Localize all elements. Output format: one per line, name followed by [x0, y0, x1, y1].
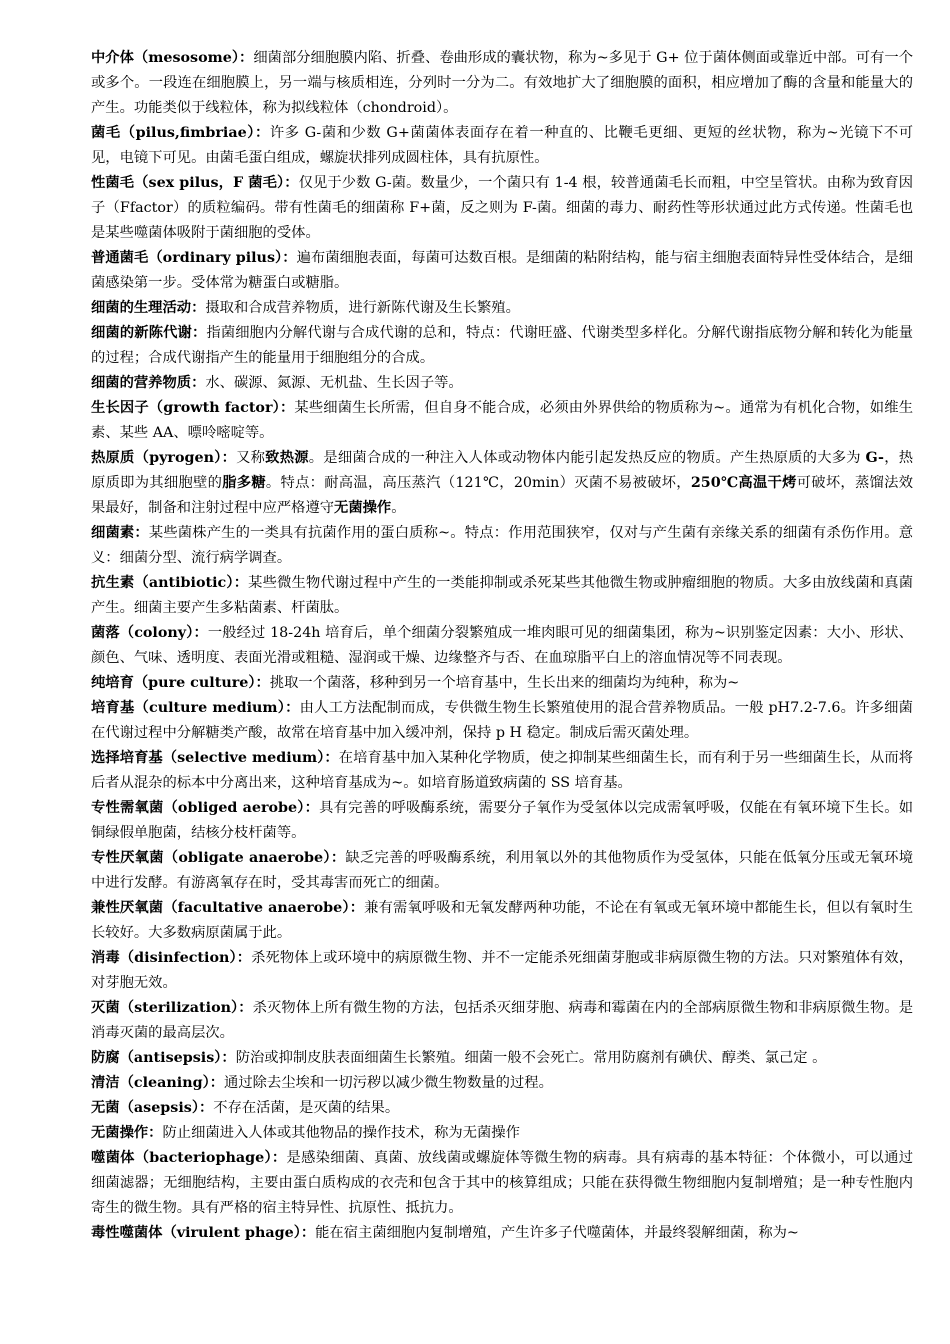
- entry-text: 在培育基中加入某种化学物质，使之抑制某些细菌生长，而有利于另一些细菌生长，从而将后者从混杂的标本中分离出来，这种培育基成为~。如培育肠道致病菌的 SS 培育基。: [91, 750, 913, 791]
- entry-term: 选择培育基（selective medium）：: [91, 750, 339, 766]
- entry-term: 毒性噬菌体（virulent phage）：: [91, 1225, 316, 1241]
- entry-term: 专性厌氧菌（obligate anaerobe）：: [91, 850, 346, 866]
- entry-text: 杀灭物体上所有微生物的方法，包括杀灭细芽胞、病毒和霉菌在内的全部病原微生物和非病原微生物。是消毒灭菌的最高层次。: [91, 1000, 913, 1041]
- entry-mesosome: [91, 46, 913, 121]
- entry-term: 普通菌毛（ordinary pilus）：: [91, 250, 297, 266]
- entry-text: 通过除去尘埃和一切污秽以减少微生物数量的过程。: [224, 1075, 553, 1091]
- entry-text: 水、碳源、氮源、无机盐、生长因子等。: [205, 375, 463, 391]
- entry-term: 菌落（colony）：: [91, 625, 208, 641]
- entry-term: 细菌素：: [91, 525, 149, 541]
- entry-text: 。: [391, 500, 406, 516]
- entry-pilus: [91, 121, 913, 171]
- entry-culture-medium: [91, 696, 913, 746]
- entry-emphasis: 致热源: [265, 450, 309, 466]
- entry-ordinary-pilus: [91, 246, 913, 296]
- entry-term: 细菌的营养物质：: [91, 375, 206, 391]
- entry-facultative-anaerobe: [91, 896, 913, 946]
- entry-sterilization: [91, 996, 913, 1046]
- entry-selective-medium: [91, 746, 913, 796]
- entry-nutrients: [91, 371, 913, 396]
- entry-term: 兼性厌氧菌（facultative anaerobe）：: [91, 900, 365, 916]
- entry-cleaning: [91, 1071, 913, 1096]
- entry-text: 遍布菌细胞表面，每菌可达数百根。是细菌的粘附结构，能与宿主细胞表面特异性受体结合，是细菌感染第一步。受体常为糖蛋白或糖脂。: [91, 250, 913, 291]
- entry-text: ，热原质即为其细胞壁的: [91, 450, 914, 491]
- entry-virulent-phage: [91, 1221, 913, 1246]
- entry-term: 培育基（culture medium）：: [91, 700, 300, 716]
- entry-text: 防止细菌进入人体或其他物品的操作技术，称为无菌操作: [162, 1125, 520, 1141]
- entry-metabolism: [91, 321, 913, 371]
- entry-text: 可破坏，蒸馏法效果最好，制备和注射过程中应严格遵守: [91, 475, 914, 516]
- entry-text: 缺乏完善的呼吸酶系统，利用氧以外的其他物质作为受氢体，只能在低氧分压或无氧环境中进行发酵。有游离氧存在时，受其毒害而死亡的细菌。: [91, 850, 913, 891]
- entry-text: 。特点：耐高温，高压蒸汽（121℃，20min）灭菌不易被破坏，: [265, 475, 691, 491]
- entry-physiology: [91, 296, 913, 321]
- document-page: [91, 46, 913, 1246]
- entry-term: 纯培育（pure culture）：: [91, 675, 270, 691]
- entry-emphasis: 无菌操作: [334, 500, 392, 516]
- entry-text: 某些细菌生长所需，但自身不能合成，必须由外界供给的物质称为~。通常为有机化合物，如维生素、某些 AA、嘌呤嘧啶等。: [91, 400, 913, 441]
- entry-text: 具有完善的呼吸酶系统，需要分子氧作为受氢体以完成需氧呼吸，仅能在有氧环境下生长。如铜绿假单胞菌，结核分枝杆菌等。: [91, 800, 913, 841]
- entry-term: 热原质（pyrogen）：: [91, 450, 237, 466]
- entry-text: 是感染细菌、真菌、放线菌或螺旋体等微生物的病毒。具有病毒的基本特征：个体微小，可以通过细菌滤器；无细胞结构，主要由蛋白质构成的衣壳和包含于其中的核算组成；只能在获得微生物细胞内复制增殖；是一种专性胞内寄生的微生物。具有严格的宿主特异性、抗原性、抵抗力。: [91, 1150, 913, 1216]
- entry-text: 指菌细胞内分解代谢与合成代谢的总和，特点：代谢旺盛、代谢类型多样化。分解代谢指底物分解和转化为能量的过程；合成代谢指产生的能量用于细胞组分的合成。: [91, 325, 913, 366]
- entry-term: 防腐（antisepsis）：: [91, 1050, 236, 1066]
- entry-disinfection: [91, 946, 913, 996]
- entry-text: 由人工方法配制而成，专供微生物生长繁殖使用的混合营养物质品。一般 pH7.2-7.6。许多细菌在代谢过程中分解糖类产酸，故常在培育基中加入缓冲剂，保持 p H 稳定。制成后需灭菌处理。: [91, 700, 913, 741]
- entry-term: 噬菌体（bacteriophage）：: [91, 1150, 287, 1166]
- entry-term: 菌毛（pilus,fimbriae）：: [91, 125, 270, 141]
- entry-obligate-anaerobe: [91, 846, 913, 896]
- entry-text: 许多 G-菌和少数 G+菌菌体表面存在着一种直的、比鞭毛更细、更短的丝状物，称为~光镜下不可见，电镜下可见。由菌毛蛋白组成，螺旋状排列成圆柱体，具有抗原性。: [91, 125, 913, 166]
- entry-text: 能在宿主菌细胞内复制增殖，产生许多子代噬菌体，并最终裂解细菌，称为~: [315, 1225, 799, 1241]
- entry-pyrogen: [91, 446, 913, 521]
- entry-term: 中介体（mesosome）：: [91, 50, 254, 66]
- entry-text: 摄取和合成营养物质，进行新陈代谢及生长繁殖。: [205, 300, 520, 316]
- entry-term: 抗生素（antibiotic）：: [91, 575, 249, 591]
- entry-emphasis: 250℃高温干烤: [690, 475, 797, 491]
- entry-bacteriocin: [91, 521, 913, 571]
- entry-term: 消毒（disinfection）：: [91, 950, 252, 966]
- entry-term: 清洁（cleaning）：: [91, 1075, 225, 1091]
- entry-term: 无菌操作：: [91, 1125, 163, 1141]
- entry-term: 性菌毛（sex pilus，F 菌毛）：: [91, 175, 299, 191]
- entry-term: 细菌的新陈代谢：: [91, 325, 207, 341]
- entry-term: 无菌（asepsis）：: [91, 1100, 214, 1116]
- entry-term: 生长因子（growth factor）：: [91, 400, 295, 416]
- entry-term: 细菌的生理活动：: [91, 300, 206, 316]
- entry-term: 灭菌（sterilization）：: [91, 1000, 253, 1016]
- entry-emphasis: 脂多糖: [222, 475, 266, 491]
- entry-text: 一般经过 18-24h 培育后，单个细菌分裂繁殖成一堆肉眼可见的细菌集团，称为~识别鉴定因素：大小、形状、颜色、气味、透明度、表面光滑或粗糙、湿润或干燥、边缘整齐与否、在血琼脂平白上的溶血情况等不同表现。: [91, 625, 913, 666]
- entry-antibiotic: [91, 571, 913, 621]
- entry-text: 仅见于少数 G-菌。数量少，一个菌只有 1-4 根，较普通菌毛长而粗，中空呈管状。由称为致育因子（Ffactor）的质粒编码。带有性菌毛的细菌称 F+菌，反之则为 F-菌。细菌的毒力、耐药性等形状通过此方式传递。性菌毛也是某些噬菌体吸附于菌细胞的受体。: [91, 175, 913, 241]
- entry-term: 专性需氧菌（obliged aerobe）：: [91, 800, 320, 816]
- entry-antisepsis: [91, 1046, 913, 1071]
- entry-text: 不存在活菌，是灭菌的结果。: [213, 1100, 400, 1116]
- entry-growth-factor: [91, 396, 913, 446]
- entry-text: 挑取一个菌落，移种到另一个培育基中，生长出来的细菌均为纯种，称为~: [269, 675, 740, 691]
- entry-obliged-aerobe: [91, 796, 913, 846]
- entry-text: 又称: [236, 450, 266, 466]
- entry-pure-culture: [91, 671, 913, 696]
- entry-text: 兼有需氧呼吸和无氧发酵两种功能，不论在有氧或无氧环境中都能生长，但以有氧时生长较好。大多数病原菌属于此。: [91, 900, 913, 941]
- entry-emphasis: G-: [865, 450, 884, 466]
- entry-text: 某些微生物代谢过程中产生的一类能抑制或杀死某些其他微生物或肿瘤细胞的物质。大多由放线菌和真菌产生。细菌主要产生多粘菌素、杆菌肽。: [91, 575, 914, 616]
- entry-text: 杀死物体上或环境中的病原微生物、并不一定能杀死细菌芽胞或非病原微生物的方法。只对繁殖体有效，对芽胞无效。: [91, 950, 913, 991]
- entry-text: 某些菌株产生的一类具有抗菌作用的蛋白质称~。特点：作用范围狭窄，仅对与产生菌有亲缘关系的细菌有杀伤作用。意义：细菌分型、流行病学调查。: [91, 525, 913, 566]
- entry-text: 防治或抑制皮肤表面细菌生长繁殖。细菌一般不会死亡。常用防腐剂有碘伏、醇类、氯己定 。: [235, 1050, 827, 1066]
- entry-text: 。是细菌合成的一种注入人体或动物体内能引起发热反应的物质。产生热原质的大多为: [308, 450, 866, 466]
- entry-aseptic-operation: [91, 1121, 913, 1146]
- entry-sex-pilus: [91, 171, 913, 246]
- entry-text: 细菌部分细胞膜内陷、折叠、卷曲形成的囊状物，称为~多见于 G+ 位于菌体侧面或靠近中部。可有一个或多个。一段连在细胞膜上，另一端与核质相连，分列时一分为二。有效地扩大了细胞膜的面积，相应增加了酶的含量和能量大的产生。功能类似于线粒体，称为拟线粒体（chondroid）。: [91, 50, 914, 116]
- entry-bacteriophage: [91, 1146, 913, 1221]
- entry-colony: [91, 621, 913, 671]
- entry-asepsis: [91, 1096, 913, 1121]
